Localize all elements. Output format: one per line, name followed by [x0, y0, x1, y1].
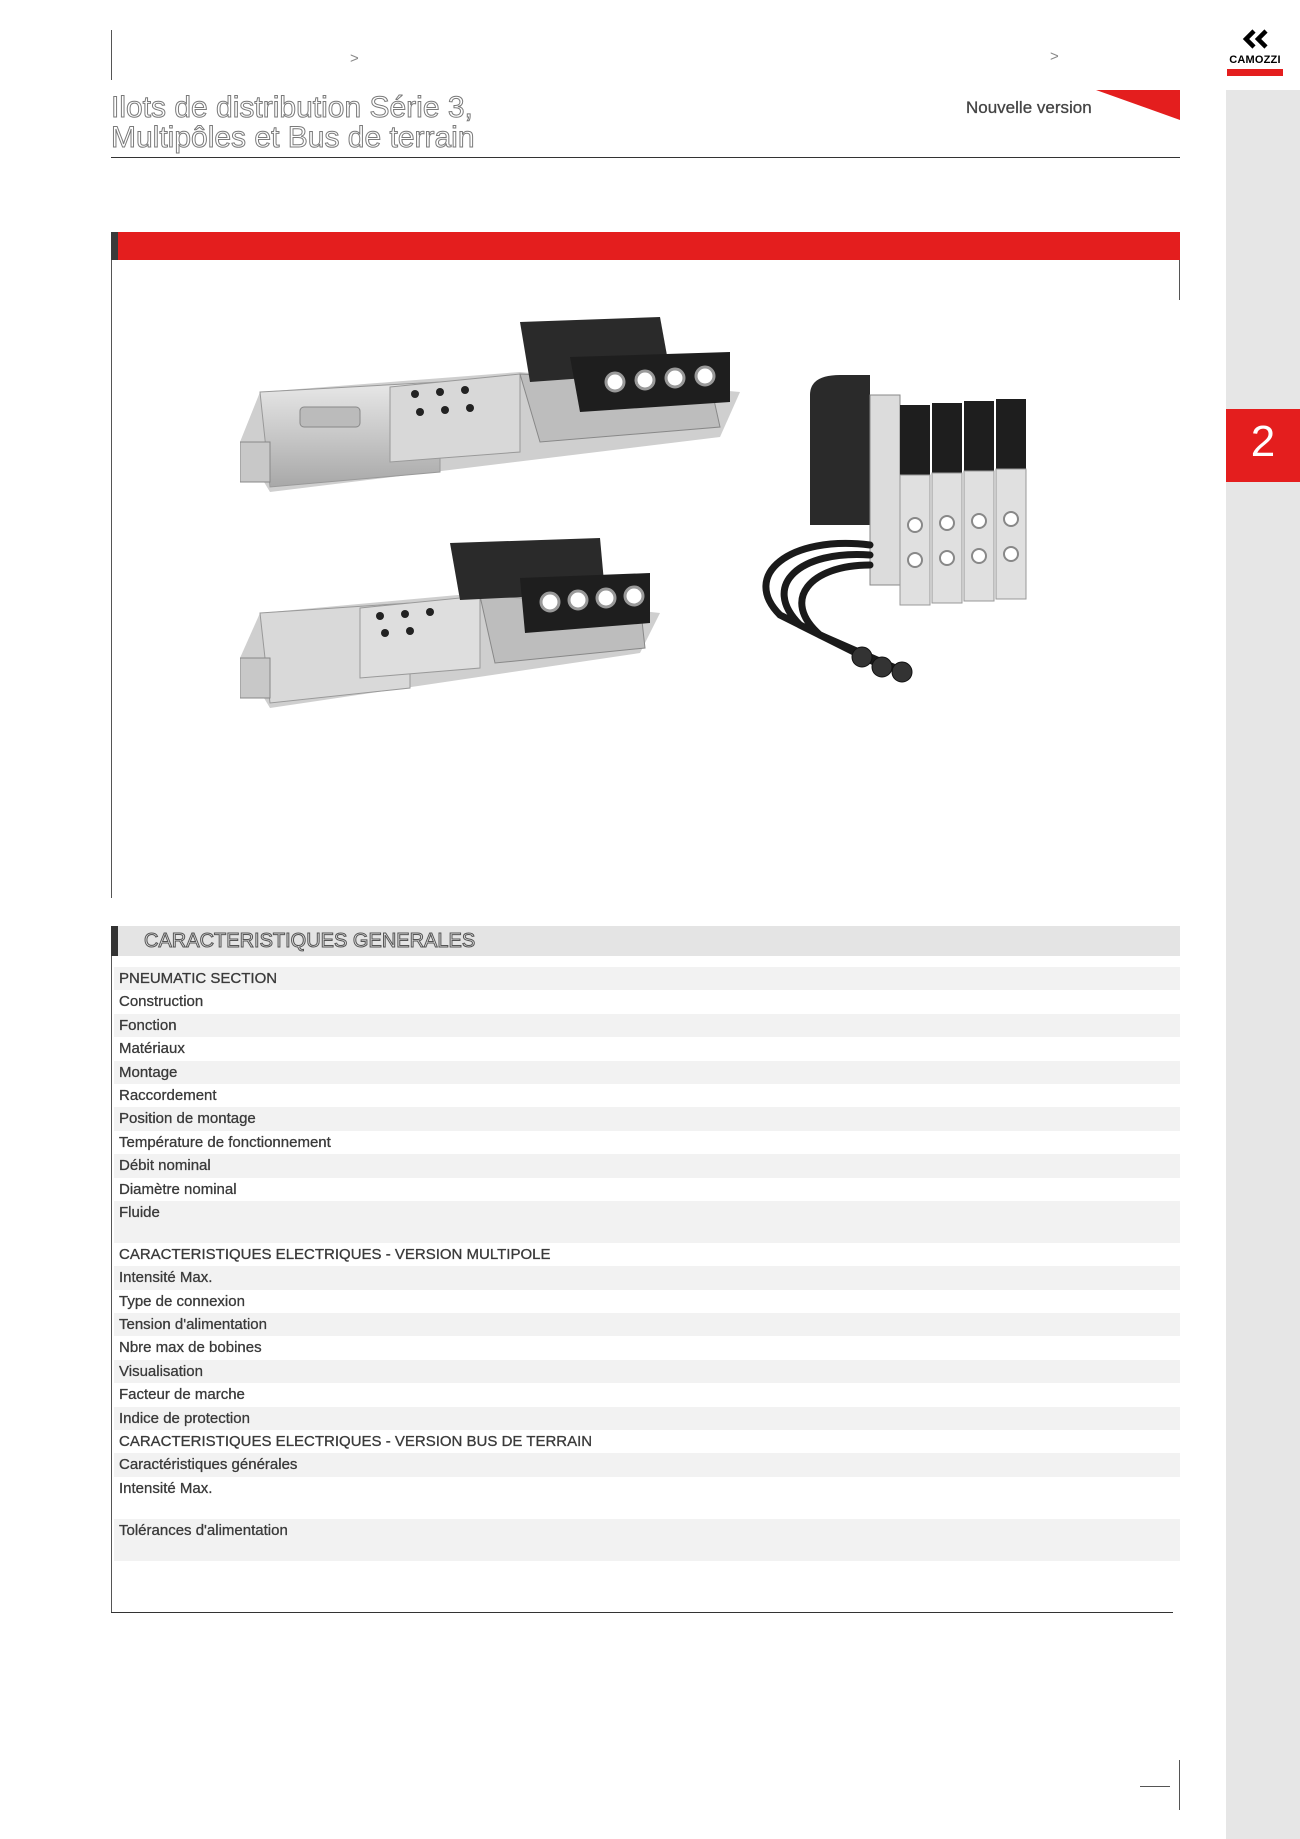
right-sidebar [1226, 90, 1300, 1839]
footer-dash [1140, 1786, 1170, 1787]
section-header [111, 926, 1180, 956]
header-divider [111, 30, 112, 80]
breadcrumb-separator: > [1050, 48, 1059, 65]
logo-text: CAMOZZI [1229, 54, 1281, 66]
footer-divider [1179, 1760, 1180, 1810]
spec-row: Type de connexion [119, 1292, 245, 1310]
table-frame-left [111, 956, 112, 1613]
spec-row: Température de fonctionnement [119, 1133, 331, 1151]
spec-row: Fonction [114, 1014, 1180, 1037]
new-version-label: Nouvelle version [966, 98, 1092, 117]
spec-row: Construction [119, 993, 204, 1011]
spec-row: Indice de protection [114, 1407, 1180, 1430]
spec-row: PNEUMATIC SECTION [114, 967, 1180, 990]
logo-underline [1227, 69, 1283, 76]
spec-row: Facteur de marche [119, 1386, 245, 1404]
spec-row: Nbre max de bobines [119, 1339, 262, 1357]
header-rule [111, 157, 1180, 158]
spec-row: CARACTERISTIQUES ELECTRIQUES - VERSION BUS DE TERRAIN [119, 1433, 593, 1451]
spec-row: Intensité Max. [114, 1266, 1180, 1289]
page-title-line-1: Ilots de distribution Série 3, [111, 91, 473, 124]
spec-row: CARACTERISTIQUES ELECTRIQUES - VERSION MULTIPOLE [119, 1245, 551, 1263]
chapter-number: 2 [1250, 417, 1276, 466]
page-title [111, 93, 475, 153]
page-title-line-2: Multipôles et Bus de terrain [111, 121, 475, 154]
spec-row: Intensité Max. [119, 1479, 213, 1497]
spec-row: Raccordement [119, 1086, 217, 1104]
section-banner [111, 232, 1180, 260]
spec-row: Montage [114, 1061, 1180, 1084]
compact-valve-island-image [240, 538, 660, 718]
spec-row: Diamètre nominal [119, 1180, 237, 1198]
fieldbus-valve-island-image [240, 312, 740, 502]
camozzi-logo [1224, 28, 1286, 76]
section-header-edge [111, 926, 118, 956]
chapter-tab[interactable] [1226, 409, 1300, 482]
new-version-flag-icon [1096, 90, 1180, 120]
logo-mark-icon [1240, 28, 1270, 54]
spec-row: Débit nominal [114, 1154, 1180, 1177]
spec-row: Position de montage [114, 1107, 1180, 1130]
spec-row: Visualisation [114, 1360, 1180, 1383]
spec-row: Tension d'alimentation [114, 1313, 1180, 1336]
spec-table [114, 967, 1180, 1561]
breadcrumb-separator: > [350, 50, 359, 67]
image-frame-right [1179, 260, 1180, 300]
spec-row: Caractéristiques générales [114, 1453, 1180, 1476]
spec-row: Matériaux [119, 1040, 185, 1058]
multipole-valve-island-image [750, 375, 1030, 685]
image-frame-left [111, 260, 112, 898]
table-frame-bottom [111, 1612, 1173, 1613]
spec-row: Fluide [114, 1201, 1180, 1243]
spec-row: Tolérances d'alimentation [114, 1519, 1180, 1561]
section-banner-edge [111, 232, 118, 260]
section-title: CARACTERISTIQUES GENERALES [144, 930, 476, 952]
